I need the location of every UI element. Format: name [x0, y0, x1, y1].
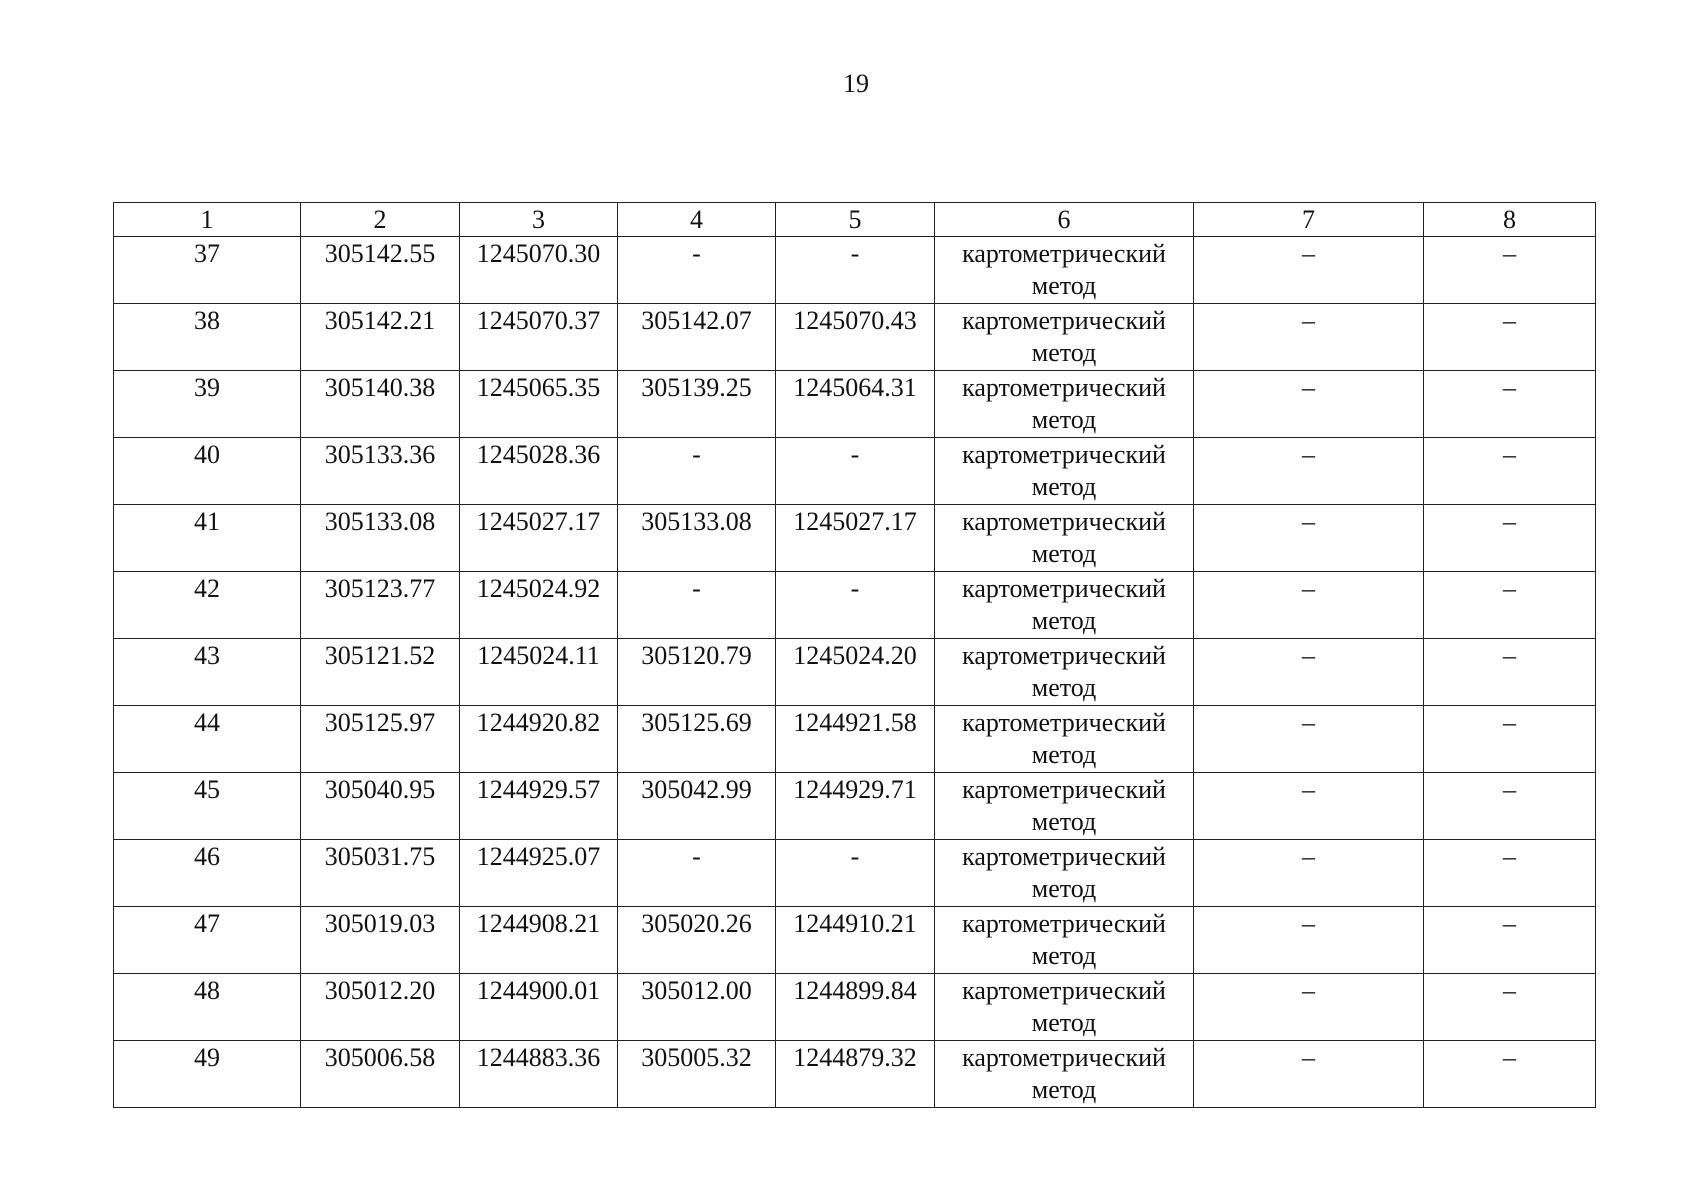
table-cell: –: [1194, 505, 1424, 572]
header-cell: 5: [776, 203, 935, 237]
table-cell: 1244899.84: [776, 974, 935, 1041]
table-cell: –: [1194, 371, 1424, 438]
table-cell: 305133.08: [618, 505, 776, 572]
table-cell: 305120.79: [618, 639, 776, 706]
table-cell: 305031.75: [301, 840, 460, 907]
table-cell: 305042.99: [618, 773, 776, 840]
table-cell: 42: [114, 572, 301, 639]
table-row: [114, 505, 1596, 572]
table-row: [114, 639, 1596, 706]
table-cell: 305012.20: [301, 974, 460, 1041]
table-cell: –: [1424, 639, 1596, 706]
table-cell: –: [1424, 371, 1596, 438]
header-row: [114, 203, 1596, 237]
table-cell: –: [1194, 1041, 1424, 1108]
table-cell: картометрический метод: [935, 237, 1194, 304]
table-cell: 38: [114, 304, 301, 371]
table-cell: 305121.52: [301, 639, 460, 706]
table-cell: 37: [114, 237, 301, 304]
table-cell: картометрический метод: [935, 706, 1194, 773]
table-cell: 1245070.30: [460, 237, 618, 304]
table-cell: 39: [114, 371, 301, 438]
header-cell: 2: [301, 203, 460, 237]
table-cell: 1245027.17: [776, 505, 935, 572]
table-cell: 1244900.01: [460, 974, 618, 1041]
page-number: 19: [843, 69, 869, 98]
table-cell: 1244883.36: [460, 1041, 618, 1108]
table-cell: картометрический метод: [935, 572, 1194, 639]
table-header: [114, 203, 1596, 237]
table-cell: -: [776, 237, 935, 304]
table-cell: 1245027.17: [460, 505, 618, 572]
table-cell: картометрический метод: [935, 907, 1194, 974]
table-cell: картометрический метод: [935, 639, 1194, 706]
table-cell: картометрический метод: [935, 371, 1194, 438]
table-cell: 1245028.36: [460, 438, 618, 505]
table-cell: 305139.25: [618, 371, 776, 438]
table-row: [114, 371, 1596, 438]
table-cell: –: [1194, 237, 1424, 304]
table-cell: картометрический метод: [935, 974, 1194, 1041]
table-cell: 1244879.32: [776, 1041, 935, 1108]
table-cell: 40: [114, 438, 301, 505]
table-cell: –: [1194, 706, 1424, 773]
table-cell: 49: [114, 1041, 301, 1108]
table-cell: 305006.58: [301, 1041, 460, 1108]
table-cell: –: [1424, 505, 1596, 572]
table-cell: 305019.03: [301, 907, 460, 974]
table-row: [114, 1041, 1596, 1108]
table-cell: 1244910.21: [776, 907, 935, 974]
table-cell: картометрический метод: [935, 773, 1194, 840]
table-row: [114, 974, 1596, 1041]
table-cell: 1245070.43: [776, 304, 935, 371]
header-cell: 1: [114, 203, 301, 237]
table-row: [114, 706, 1596, 773]
table-cell: –: [1424, 974, 1596, 1041]
table-cell: -: [776, 840, 935, 907]
table-cell: 305040.95: [301, 773, 460, 840]
table-row: [114, 773, 1596, 840]
table-body: [114, 237, 1596, 1108]
table-cell: картометрический метод: [935, 1041, 1194, 1108]
table-cell: 44: [114, 706, 301, 773]
table-row: [114, 907, 1596, 974]
table-cell: картометрический метод: [935, 304, 1194, 371]
table-cell: 1245064.31: [776, 371, 935, 438]
header-cell: 7: [1194, 203, 1424, 237]
table-cell: –: [1424, 572, 1596, 639]
table-cell: 305142.55: [301, 237, 460, 304]
table-cell: –: [1424, 1041, 1596, 1108]
table-cell: –: [1424, 237, 1596, 304]
table-cell: 1244929.57: [460, 773, 618, 840]
table-cell: картометрический метод: [935, 840, 1194, 907]
table-cell: 1244925.07: [460, 840, 618, 907]
table-cell: -: [776, 572, 935, 639]
table-cell: –: [1194, 840, 1424, 907]
table-cell: –: [1194, 639, 1424, 706]
table-cell: –: [1194, 572, 1424, 639]
header-cell: 8: [1424, 203, 1596, 237]
table-cell: -: [618, 572, 776, 639]
table-cell: 1245070.37: [460, 304, 618, 371]
table-row: [114, 304, 1596, 371]
table-cell: 305142.21: [301, 304, 460, 371]
table-cell: 305133.36: [301, 438, 460, 505]
table-cell: –: [1194, 438, 1424, 505]
coordinates-table: [113, 202, 1596, 1108]
table-cell: 305005.32: [618, 1041, 776, 1108]
table-row: [114, 438, 1596, 505]
table-cell: 1244908.21: [460, 907, 618, 974]
table-cell: 48: [114, 974, 301, 1041]
table-cell: –: [1424, 907, 1596, 974]
table-cell: –: [1424, 706, 1596, 773]
table-cell: –: [1194, 304, 1424, 371]
table-cell: 305012.00: [618, 974, 776, 1041]
table-cell: 305133.08: [301, 505, 460, 572]
table-cell: 305140.38: [301, 371, 460, 438]
table-cell: 47: [114, 907, 301, 974]
table-cell: –: [1424, 304, 1596, 371]
table-cell: -: [618, 237, 776, 304]
header-cell: 4: [618, 203, 776, 237]
table-cell: 1245065.35: [460, 371, 618, 438]
table-cell: 43: [114, 639, 301, 706]
table-cell: 305142.07: [618, 304, 776, 371]
table-cell: 305020.26: [618, 907, 776, 974]
table-cell: 1244921.58: [776, 706, 935, 773]
table-cell: 1245024.20: [776, 639, 935, 706]
table-row: [114, 572, 1596, 639]
table-cell: 1245024.92: [460, 572, 618, 639]
table-cell: –: [1424, 840, 1596, 907]
table-cell: 305125.69: [618, 706, 776, 773]
table-cell: 41: [114, 505, 301, 572]
header-cell: 6: [935, 203, 1194, 237]
table-cell: –: [1424, 773, 1596, 840]
table-cell: –: [1194, 974, 1424, 1041]
table-row: [114, 840, 1596, 907]
table-row: [114, 237, 1596, 304]
table-cell: –: [1194, 773, 1424, 840]
table-cell: -: [618, 840, 776, 907]
table-cell: 1245024.11: [460, 639, 618, 706]
table-cell: 305123.77: [301, 572, 460, 639]
table-cell: 1244929.71: [776, 773, 935, 840]
header-cell: 3: [460, 203, 618, 237]
table-cell: -: [776, 438, 935, 505]
table-cell: –: [1194, 907, 1424, 974]
table-cell: картометрический метод: [935, 438, 1194, 505]
table-cell: 1244920.82: [460, 706, 618, 773]
table-cell: -: [618, 438, 776, 505]
table-cell: картометрический метод: [935, 505, 1194, 572]
table-cell: –: [1424, 438, 1596, 505]
table-cell: 45: [114, 773, 301, 840]
table-cell: 305125.97: [301, 706, 460, 773]
table-cell: 46: [114, 840, 301, 907]
